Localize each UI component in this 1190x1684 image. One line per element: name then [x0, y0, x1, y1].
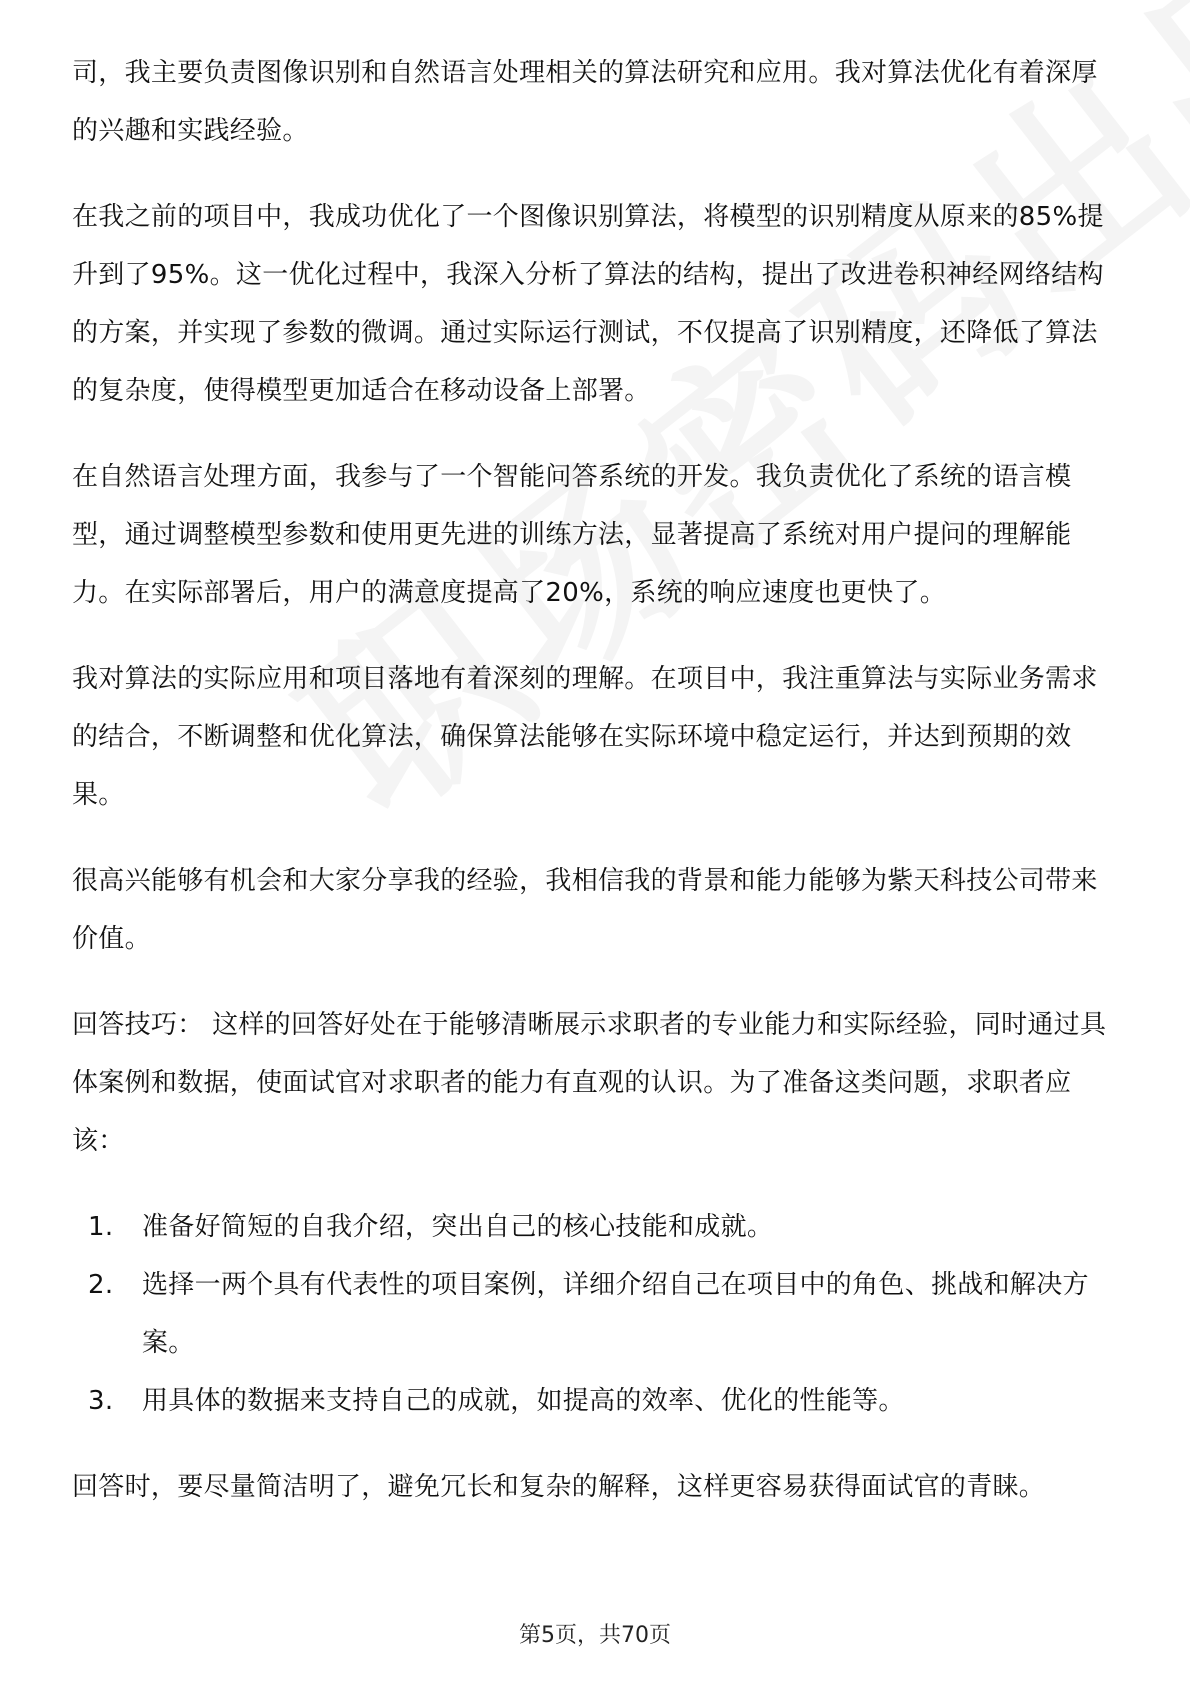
paragraph: 在自然语言处理方面，我参与了一个智能问答系统的开发。我负责优化了系统的语言模型，通过调整模型参数和使用更先进的训练方法，显著提高了系统对用户提问的理解能力。在实际部署后，用户的满意度提高了20%，系统的响应速度也更快了。	[72, 462, 1072, 608]
list-item-text: 准备好简短的自我介绍，突出自己的核心技能和成就。	[142, 1212, 774, 1242]
paragraph: 我对算法的实际应用和项目落地有着深刻的理解。在项目中，我注重算法与实际业务需求的结合，不断调整和优化算法，确保算法能够在实际环境中稳定运行，并达到预期的效果。	[72, 664, 1098, 810]
list-item	[88, 1372, 1122, 1430]
tips-list	[72, 1198, 1122, 1430]
answer-tips-paragraph: 回答技巧： 这样的回答好处在于能够清晰展示求职者的专业能力和实际经验，同时通过具体案例和数据，使面试官对求职者的能力有直观的认识。为了准备这类问题，求职者应该：	[72, 1010, 1107, 1156]
list-item-text: 选择一两个具有代表性的项目案例，详细介绍自己在项目中的角色、挑战和解决方案。	[142, 1270, 1089, 1358]
closing-paragraph: 回答时，要尽量简洁明了，避免冗长和复杂的解释，这样更容易获得面试官的青睐。	[72, 1472, 1046, 1502]
paragraph: 很高兴能够有机会和大家分享我的经验，我相信我的背景和能力能够为紫天科技公司带来价值。	[72, 866, 1098, 954]
list-number: 1.	[88, 1212, 114, 1242]
paragraph: 司，我主要负责图像识别和自然语言处理相关的算法研究和应用。我对算法优化有着深厚的兴趣和实践经验。	[72, 58, 1098, 146]
list-number: 3.	[88, 1386, 114, 1416]
list-item	[88, 1198, 1122, 1256]
paragraph: 在我之前的项目中，我成功优化了一个图像识别算法，将模型的识别精度从原来的85%提升到了95%。这一优化过程中，我深入分析了算法的结构，提出了改进卷积神经网络结构的方案，并实现了参数的微调。通过实际运行测试，不仅提高了识别精度，还降低了算法的复杂度，使得模型更加适合在移动设备上部署。	[72, 202, 1104, 406]
page-footer: 第5页，共70页	[519, 1623, 671, 1648]
document-body	[72, 44, 1122, 1544]
list-item	[88, 1256, 1122, 1372]
list-number: 2.	[88, 1270, 114, 1300]
list-item-text: 用具体的数据来支持自己的成就，如提高的效率、优化的性能等。	[142, 1386, 905, 1416]
